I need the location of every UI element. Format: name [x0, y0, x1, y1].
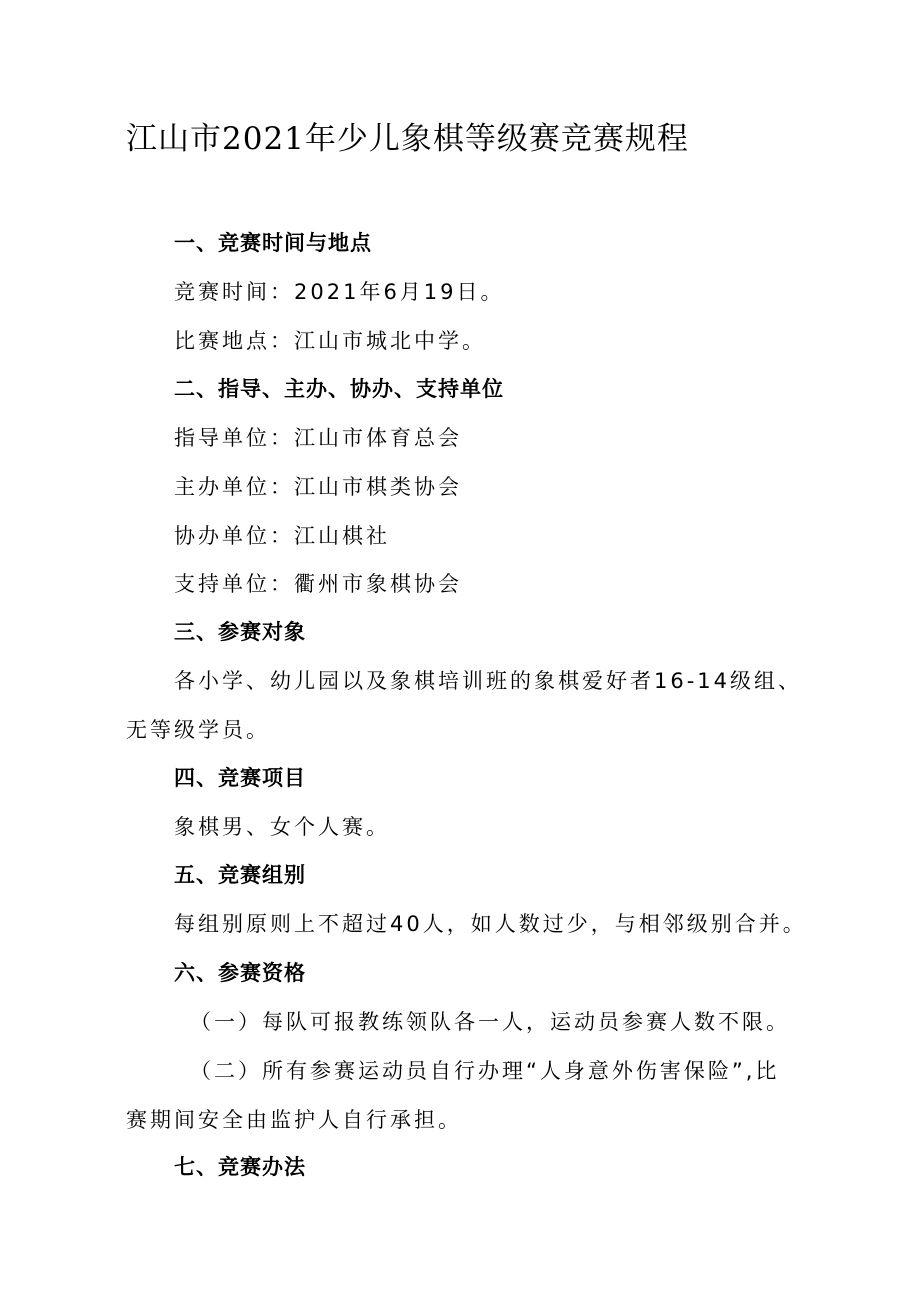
section-heading-organizers: 二、指导、主办、协办、支持单位 [174, 377, 504, 401]
participants-line-2: 无等级学员。 [126, 718, 270, 742]
competition-time-line: 竞赛时间：2021年6月19日。 [174, 280, 505, 304]
eligibility-item-1: （一）每队可报教练领队各一人，运动员参赛人数不限。 [190, 1010, 790, 1034]
section-heading-eligibility: 六、参赛资格 [174, 961, 306, 985]
section-heading-events: 四、竞赛项目 [174, 766, 306, 790]
groups-line: 每组别原则上不超过40人，如人数过少，与相邻级别合并。 [174, 912, 807, 936]
participants-line-1: 各小学、幼儿园以及象棋培训班的象棋爱好者16-14级组、 [174, 669, 803, 693]
support-unit-line: 支持单位：衢州市象棋协会 [174, 572, 462, 596]
section-heading-participants: 三、参赛对象 [174, 620, 306, 644]
co-host-unit-line: 协办单位：江山棋社 [174, 524, 390, 548]
section-heading-rules: 七、竞赛办法 [174, 1155, 306, 1179]
document-title: 江山市2021年少儿象棋等级赛竞赛规程 [126, 121, 689, 157]
eligibility-item-2-continued: 赛期间安全由监护人自行承担。 [126, 1108, 462, 1132]
host-unit-line: 主办单位：江山市棋类协会 [174, 475, 462, 499]
competition-venue-line: 比赛地点：江山市城北中学。 [174, 329, 486, 353]
section-heading-time-venue: 一、竞赛时间与地点 [174, 231, 372, 255]
section-heading-groups: 五、竞赛组别 [174, 863, 306, 887]
eligibility-item-2: （二）所有参赛运动员自行办理“人身意外伤害保险”,比 [190, 1059, 780, 1083]
guiding-unit-line: 指导单位：江山市体育总会 [174, 426, 462, 450]
events-line: 象棋男、女个人赛。 [174, 815, 390, 839]
